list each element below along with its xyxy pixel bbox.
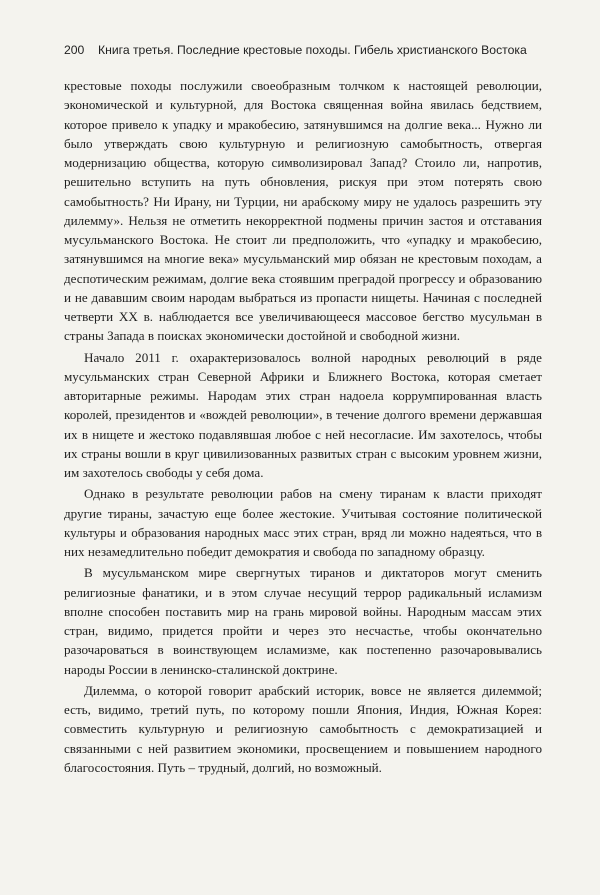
running-header [64, 43, 544, 57]
body-text [64, 76, 542, 777]
running-title: Книга третья. Последние крестовые походы. Гибель христианского Востока [98, 43, 527, 57]
paragraph: Дилемма, о которой говорит арабский историк, вовсе не является дилеммой; есть, видимо, третий путь, по которому пошли Япония, Индия, Южная Корея: совместить культурную и религиозную самобытность с демократизацией и связанными с ней развитием экономики, просвещением и повышением народного благосостояния. Путь – трудный, долгий, но возможный. [64, 682, 542, 775]
paragraph-continued: крестовые походы послужили своеобразным толчком к настоящей революции, экономической и культурной, для Востока священная война явилась бедствием, которое привело к упадку и мракобесию, затянувшимся на долгие века... Нужно ли было утверждать свою культурную и религиозную самобытность, отвергая модернизацию общества, которую символизировал Запад? Стоило ли, напротив, решительно вступить на путь обновления, рискуя при этом потерять свою самобытность? Ни Ирану, ни Турции, ни арабскому миру не удалось разрешить эту дилемму». Нельзя не отметить некорректной подмены причин застоя и отставания мусульманского Востока. Не стоит ли предположить, что «упадку и мракобесию, затянувшимся на многие века» мусульманский мир обязан не крестовым походам, а деспотическим режимам, долгие века стоявшим преградой прогрессу и образованию и не дававшим своим народам выбраться из пропасти нищеты. Начиная с последней четверти XX в. наблюдается все увеличивающееся массовое бегство мусульман в страны Запада в поисках экономически достойной и свободной жизни. [64, 78, 542, 344]
paragraph: Начало 2011 г. охарактеризовалось волной народных революций в ряде мусульманских стран Северной Африки и Ближнего Востока, которая сметает авторитарные режимы. Народам этих стран надоела коррумпированная власть королей, президентов и «вождей революции», в течение долгого времени державшая их в нищете и жестоко подавлявшая любое с ней несогласие. Им захотелось, чтобы их страны вошли в круг цивилизованных развитых стран с высоким уровнем жизни, им захотелось свободы у себя дома. [64, 349, 542, 480]
paragraph: В мусульманском мире свергнутых тиранов и диктаторов могут сменить религиозные фанатики, и в этом случае несущий террор радикальный исламизм вполне способен поставить мир на грань мировой войны. Народным массам этих стран, видимо, придется пройти и через это несчастье, чтобы окончательно разочароваться в воинствующем исламизме, как постепенно разочаровывались народы России в ленинско-сталинской доктрине. [64, 565, 542, 677]
paragraph: Однако в результате революции рабов на смену тиранам к власти приходят другие тираны, зачастую еще более жестокие. Учитывая состояние политической культуры и образования народных масс этих стран, вряд ли можно надеяться, что в них незамедлительно победит демократия и свобода по западному образцу. [64, 486, 542, 559]
page-number: 200 [64, 43, 85, 57]
